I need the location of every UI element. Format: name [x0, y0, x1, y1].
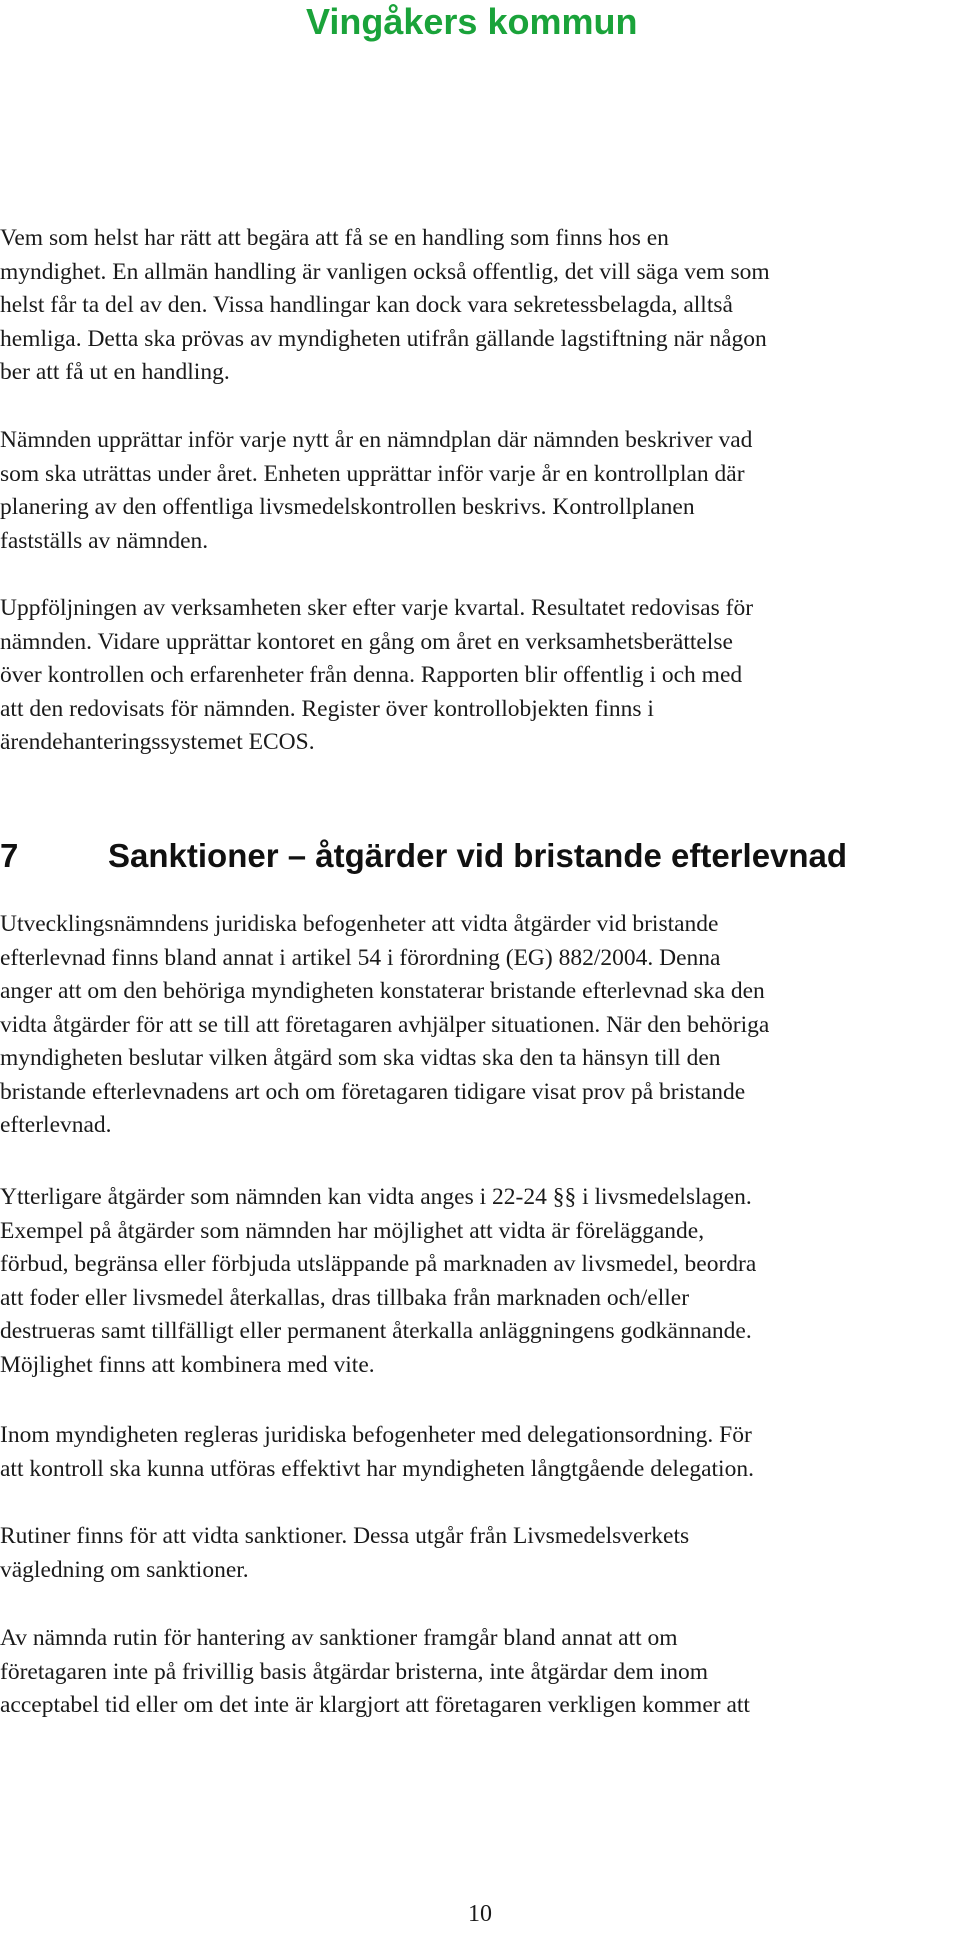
text-line: efterlevnad finns bland annat i artikel 54 i förordning (EG) 882/2004. Denna — [0, 944, 721, 971]
paragraph-legal-powers — [0, 908, 960, 1143]
text-line: ber att få ut en handling. — [0, 359, 230, 385]
text-line: bristande efterlevnadens art och om företagaren tidigare visat prov på bristande — [0, 1078, 746, 1105]
section-number: 7 — [0, 837, 19, 874]
paragraph-follow-up — [0, 592, 960, 760]
municipality-title: Vingåkers kommun — [306, 1, 638, 42]
text-line: förbud, begränsa eller förbjuda utsläppande på marknaden av livsmedel, beordra — [0, 1251, 757, 1277]
text-line: ärendehanteringssystemet ECOS. — [0, 729, 315, 755]
text-line: Uppföljningen av verksamheten sker efter varje kvartal. Resultatet redovisas för — [0, 595, 754, 621]
paragraph-committee-plan — [0, 424, 960, 558]
paragraph-delegation — [0, 1419, 960, 1486]
paragraph-public-documents — [0, 222, 960, 390]
text-line: Utvecklingsnämndens juridiska befogenheter att vidta åtgärder vid bristande — [0, 911, 719, 937]
text-line: vidta åtgärder för att se till att företagaren avhjälper situationen. När den behöriga — [0, 1011, 770, 1038]
section-heading — [0, 832, 960, 880]
text-line: Möjlighet finns att kombinera med vite. — [0, 1351, 375, 1378]
text-line: Inom myndigheten regleras juridiska befogenheter med delegationsordning. För — [0, 1422, 752, 1448]
text-line: helst får ta del av den. Vissa handlingar kan dock vara sekretessbelagda, alltså — [0, 292, 733, 318]
text-line: Ytterligare åtgärder som nämnden kan vidta anges i 22-24 §§ i livsmedelslagen. — [0, 1184, 752, 1210]
paragraph-sanction-routine — [0, 1622, 960, 1723]
text-line: att kontroll ska kunna utföras effektivt har myndigheten långtgående delegation. — [0, 1455, 754, 1482]
text-line: vägledning om sanktioner. — [0, 1556, 249, 1583]
text-line: acceptabel tid eller om det inte är klargjort att företagaren verkligen kommer att — [0, 1692, 750, 1718]
text-line: som ska uträttas under året. Enheten upprättar inför varje år en kontrollplan där — [0, 460, 745, 487]
text-line: Nämnden upprättar inför varje nytt år en nämndplan där nämnden beskriver vad — [0, 427, 753, 453]
text-line: hemliga. Detta ska prövas av myndigheten utifrån gällande lagstiftning när någon — [0, 325, 767, 352]
text-line: Av nämnda rutin för hantering av sanktioner framgår bland annat att om — [0, 1625, 678, 1651]
text-line: att foder eller livsmedel återkallas, dras tillbaka från marknaden och/eller — [0, 1284, 690, 1311]
text-line: företagaren inte på frivillig basis åtgärdar bristerna, inte åtgärdar dem inom — [0, 1658, 708, 1685]
page-number: 10 — [468, 1901, 492, 1927]
text-line: att den redovisats för nämnden. Register över kontrollobjekten finns i — [0, 695, 654, 722]
text-line: myndighet. En allmän handling är vanligen också offentlig, det vill säga vem som — [0, 258, 770, 285]
text-line: planering av den offentliga livsmedelskontrollen beskrivs. Kontrollplanen — [0, 494, 695, 520]
paragraph-routines — [0, 1520, 960, 1587]
text-line: fastställs av nämnden. — [0, 527, 209, 554]
text-line: anger att om den behöriga myndigheten konstaterar bristande efterlevnad ska den — [0, 978, 765, 1004]
text-line: Exempel på åtgärder som nämnden har möjlighet att vidta är föreläggande, — [0, 1217, 705, 1244]
text-line: Rutiner finns för att vidta sanktioner. Dessa utgår från Livsmedelsverkets — [0, 1523, 690, 1549]
text-line: över kontrollen och erfarenheter från denna. Rapporten blir offentlig i och med — [0, 662, 743, 688]
text-line: destrueras samt tillfälligt eller permanent återkalla anläggningens godkännande. — [0, 1318, 752, 1344]
text-line: Vem som helst har rätt att begära att få se en handling som finns hos en — [0, 225, 669, 251]
section-title: Sanktioner – åtgärder vid bristande efterlevnad — [108, 837, 848, 874]
text-line: efterlevnad. — [0, 1112, 112, 1138]
text-line: nämnden. Vidare upprättar kontoret en gång om året en verksamhetsberättelse — [0, 628, 733, 655]
text-line: myndigheten beslutar vilken åtgärd som ska vidtas ska den ta hänsyn till den — [0, 1045, 721, 1071]
paragraph-additional-measures — [0, 1181, 960, 1382]
